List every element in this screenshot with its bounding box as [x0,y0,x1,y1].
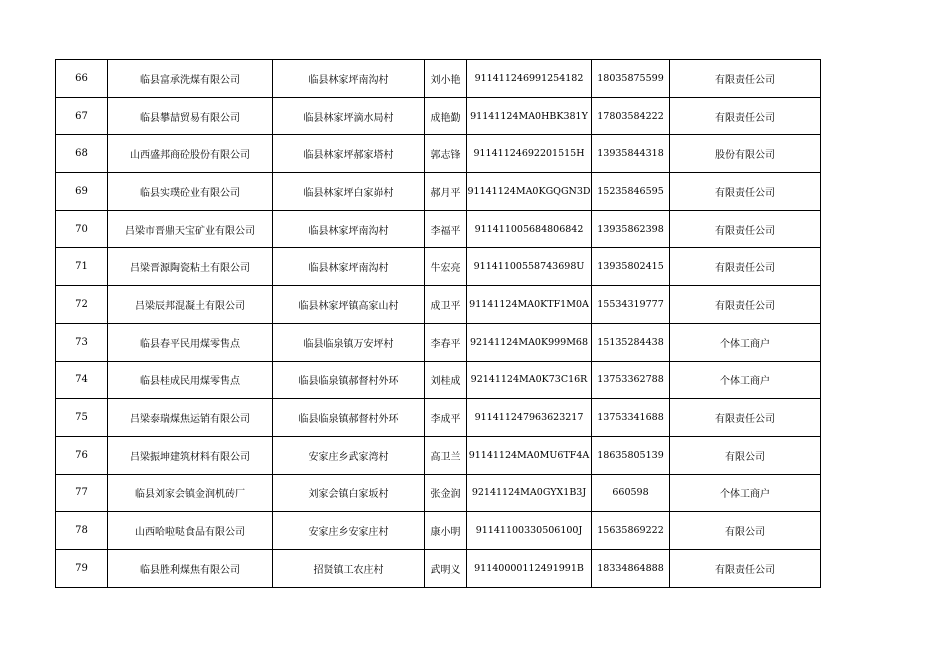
credit-code[interactable]: 91141124MA0HBK381Y [467,97,592,135]
table-row[interactable] [56,286,821,324]
phone[interactable]: 17803584222 [592,97,670,135]
legal-person[interactable]: 李春平 [425,323,467,361]
company-name[interactable]: 吕梁辰邦混凝土有限公司 [108,286,273,324]
legal-person[interactable]: 成卫平 [425,286,467,324]
credit-code[interactable]: 92141124MA0K73C16R [467,361,592,399]
company-type[interactable]: 有限责任公司 [670,173,821,211]
table-row[interactable] [56,474,821,512]
phone[interactable]: 18334864888 [592,549,670,587]
table-row[interactable] [56,60,821,98]
company-type[interactable]: 有限责任公司 [670,286,821,324]
company-type[interactable]: 有限责任公司 [670,399,821,437]
phone[interactable]: 15534319777 [592,286,670,324]
phone[interactable]: 18035875599 [592,60,670,98]
table-row[interactable] [56,173,821,211]
company-type[interactable]: 有限公司 [670,436,821,474]
table-row[interactable] [56,436,821,474]
company-type[interactable]: 个体工商户 [670,474,821,512]
legal-person[interactable]: 高卫兰 [425,436,467,474]
phone[interactable]: 13753362788 [592,361,670,399]
row-number[interactable]: 73 [56,323,108,361]
company-type[interactable]: 股份有限公司 [670,135,821,173]
legal-person[interactable]: 成艳勤 [425,97,467,135]
address[interactable]: 临县林家坪南沟村 [273,248,425,286]
company-name[interactable]: 吕梁振坤建筑材料有限公司 [108,436,273,474]
row-number[interactable]: 78 [56,512,108,550]
credit-code[interactable]: 91141124MA0MU6TF4A [467,436,592,474]
company-type[interactable]: 有限责任公司 [670,210,821,248]
address[interactable]: 临县临泉镇郝督村外环 [273,361,425,399]
table-row[interactable] [56,512,821,550]
row-number[interactable]: 72 [56,286,108,324]
company-type[interactable]: 有限责任公司 [670,60,821,98]
legal-person[interactable]: 张金润 [425,474,467,512]
credit-code[interactable]: 911411005684806842 [467,210,592,248]
credit-code[interactable]: 92141124MA0K999M68 [467,323,592,361]
legal-person[interactable]: 郭志锋 [425,135,467,173]
phone[interactable]: 15135284438 [592,323,670,361]
table-row[interactable] [56,361,821,399]
phone[interactable]: 13935802415 [592,248,670,286]
address[interactable]: 刘家会镇白家坂村 [273,474,425,512]
address[interactable]: 临县林家坪白家峁村 [273,173,425,211]
company-name[interactable]: 山西哈啦哒食品有限公司 [108,512,273,550]
address[interactable]: 安家庄乡安家庄村 [273,512,425,550]
row-number[interactable]: 69 [56,173,108,211]
company-name[interactable]: 临县实璞砼业有限公司 [108,173,273,211]
table-row[interactable] [56,135,821,173]
row-number[interactable]: 79 [56,549,108,587]
legal-person[interactable]: 刘小艳 [425,60,467,98]
row-number[interactable]: 67 [56,97,108,135]
company-name[interactable]: 临县刘家会镇金润机砖厂 [108,474,273,512]
legal-person[interactable]: 刘桂成 [425,361,467,399]
company-table [55,59,821,588]
row-number[interactable]: 66 [56,60,108,98]
credit-code[interactable]: 92141124MA0GYX1B3J [467,474,592,512]
credit-code[interactable]: 91141124MA0KTF1M0A [467,286,592,324]
row-number[interactable]: 75 [56,399,108,437]
phone[interactable]: 13935862398 [592,210,670,248]
phone[interactable]: 13753341688 [592,399,670,437]
address[interactable]: 临县林家坪滴水局村 [273,97,425,135]
company-name[interactable]: 临县胜利煤焦有限公司 [108,549,273,587]
row-number[interactable]: 76 [56,436,108,474]
row-number[interactable]: 68 [56,135,108,173]
phone[interactable]: 13935844318 [592,135,670,173]
credit-code[interactable]: 911411247963623217 [467,399,592,437]
address[interactable]: 临县林家坪南沟村 [273,210,425,248]
address[interactable]: 招贤镇工农庄村 [273,549,425,587]
company-name[interactable]: 临县攀喆贸易有限公司 [108,97,273,135]
company-type[interactable]: 有限责任公司 [670,97,821,135]
address[interactable]: 临县林家坪郝家塔村 [273,135,425,173]
credit-code[interactable]: 911411246991254182 [467,60,592,98]
company-type[interactable]: 个体工商户 [670,323,821,361]
row-number[interactable]: 70 [56,210,108,248]
row-number[interactable]: 71 [56,248,108,286]
row-number[interactable]: 74 [56,361,108,399]
company-name[interactable]: 临县桂成民用煤零售点 [108,361,273,399]
phone[interactable]: 660598 [592,474,670,512]
table-row[interactable] [56,323,821,361]
address[interactable]: 临县林家坪镇高家山村 [273,286,425,324]
table-row[interactable] [56,210,821,248]
address[interactable]: 临县临泉镇万安坪村 [273,323,425,361]
credit-code[interactable]: 91141124692201515H [467,135,592,173]
phone[interactable]: 15635869222 [592,512,670,550]
credit-code[interactable]: 91141100558743698U [467,248,592,286]
row-number[interactable]: 77 [56,474,108,512]
legal-person[interactable]: 李福平 [425,210,467,248]
legal-person[interactable]: 康小明 [425,512,467,550]
legal-person[interactable]: 武明义 [425,549,467,587]
legal-person[interactable]: 李成平 [425,399,467,437]
company-type[interactable]: 有限责任公司 [670,248,821,286]
credit-code[interactable]: 91141100330506100J [467,512,592,550]
phone[interactable]: 18635805139 [592,436,670,474]
company-name[interactable]: 吕梁晋源陶瓷粘土有限公司 [108,248,273,286]
company-type[interactable]: 有限责任公司 [670,549,821,587]
company-name[interactable]: 吕梁市晋鼎天宝矿业有限公司 [108,210,273,248]
company-name[interactable]: 山西盛邦商砼股份有限公司 [108,135,273,173]
credit-code[interactable]: 91140000112491991B [467,549,592,587]
company-name[interactable]: 临县春平民用煤零售点 [108,323,273,361]
legal-person[interactable]: 牛宏亮 [425,248,467,286]
credit-code[interactable]: 91141124MA0KGQGN3D [467,173,592,211]
address[interactable]: 临县临泉镇郝督村外环 [273,399,425,437]
table-row[interactable] [56,97,821,135]
company-name[interactable]: 吕梁泰瑞煤焦运销有限公司 [108,399,273,437]
table-row[interactable] [56,549,821,587]
company-type[interactable]: 有限公司 [670,512,821,550]
address[interactable]: 安家庄乡武家湾村 [273,436,425,474]
table-row[interactable] [56,399,821,437]
table-row[interactable] [56,248,821,286]
address[interactable]: 临县林家坪南沟村 [273,60,425,98]
legal-person[interactable]: 郝月平 [425,173,467,211]
company-type[interactable]: 个体工商户 [670,361,821,399]
company-name[interactable]: 临县富承洗煤有限公司 [108,60,273,98]
phone[interactable]: 15235846595 [592,173,670,211]
